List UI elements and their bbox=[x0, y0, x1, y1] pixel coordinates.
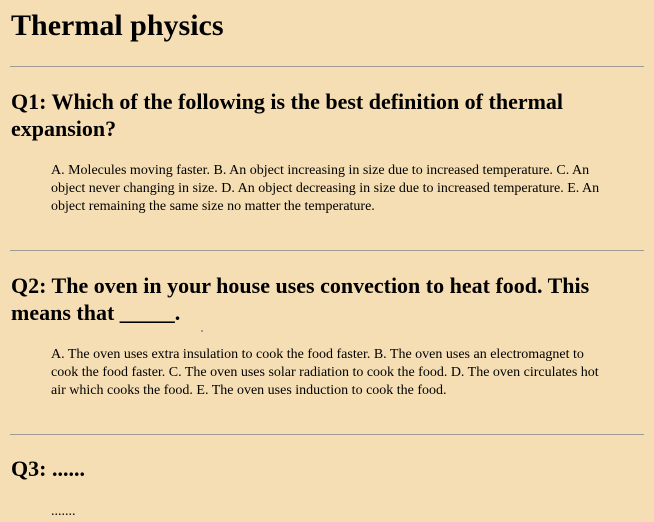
question-1-answers: A. Molecules moving faster. B. An object increasing in size due to increased temperature. C. An object never changing in size. D. An object decreasing in size due to increased temperature. E. An object remaining the same size no matter the temperature. bbox=[51, 163, 600, 214]
question-2-heading: Q2: The oven in your house uses convection to heat food. This means that _____. bbox=[11, 273, 590, 325]
question-2-answers: A. The oven uses extra insulation to cook the food faster. B. The oven uses an electromagnet to cook the food faster. C. The oven uses solar radiation to cook the food. D. The oven circulates hot air which cooks the food. E. The oven uses induction to cook the food. bbox=[51, 347, 599, 398]
page-title: Thermal physics bbox=[11, 9, 224, 42]
divider bbox=[10, 66, 644, 67]
question-3-heading: Q3: ...... bbox=[11, 456, 85, 481]
divider bbox=[10, 250, 644, 251]
divider bbox=[10, 434, 644, 435]
question-3-answers: ....... bbox=[51, 504, 76, 519]
stray-dot bbox=[201, 330, 203, 332]
question-1-heading: Q1: Which of the following is the best definition of thermal expansion? bbox=[11, 89, 564, 141]
